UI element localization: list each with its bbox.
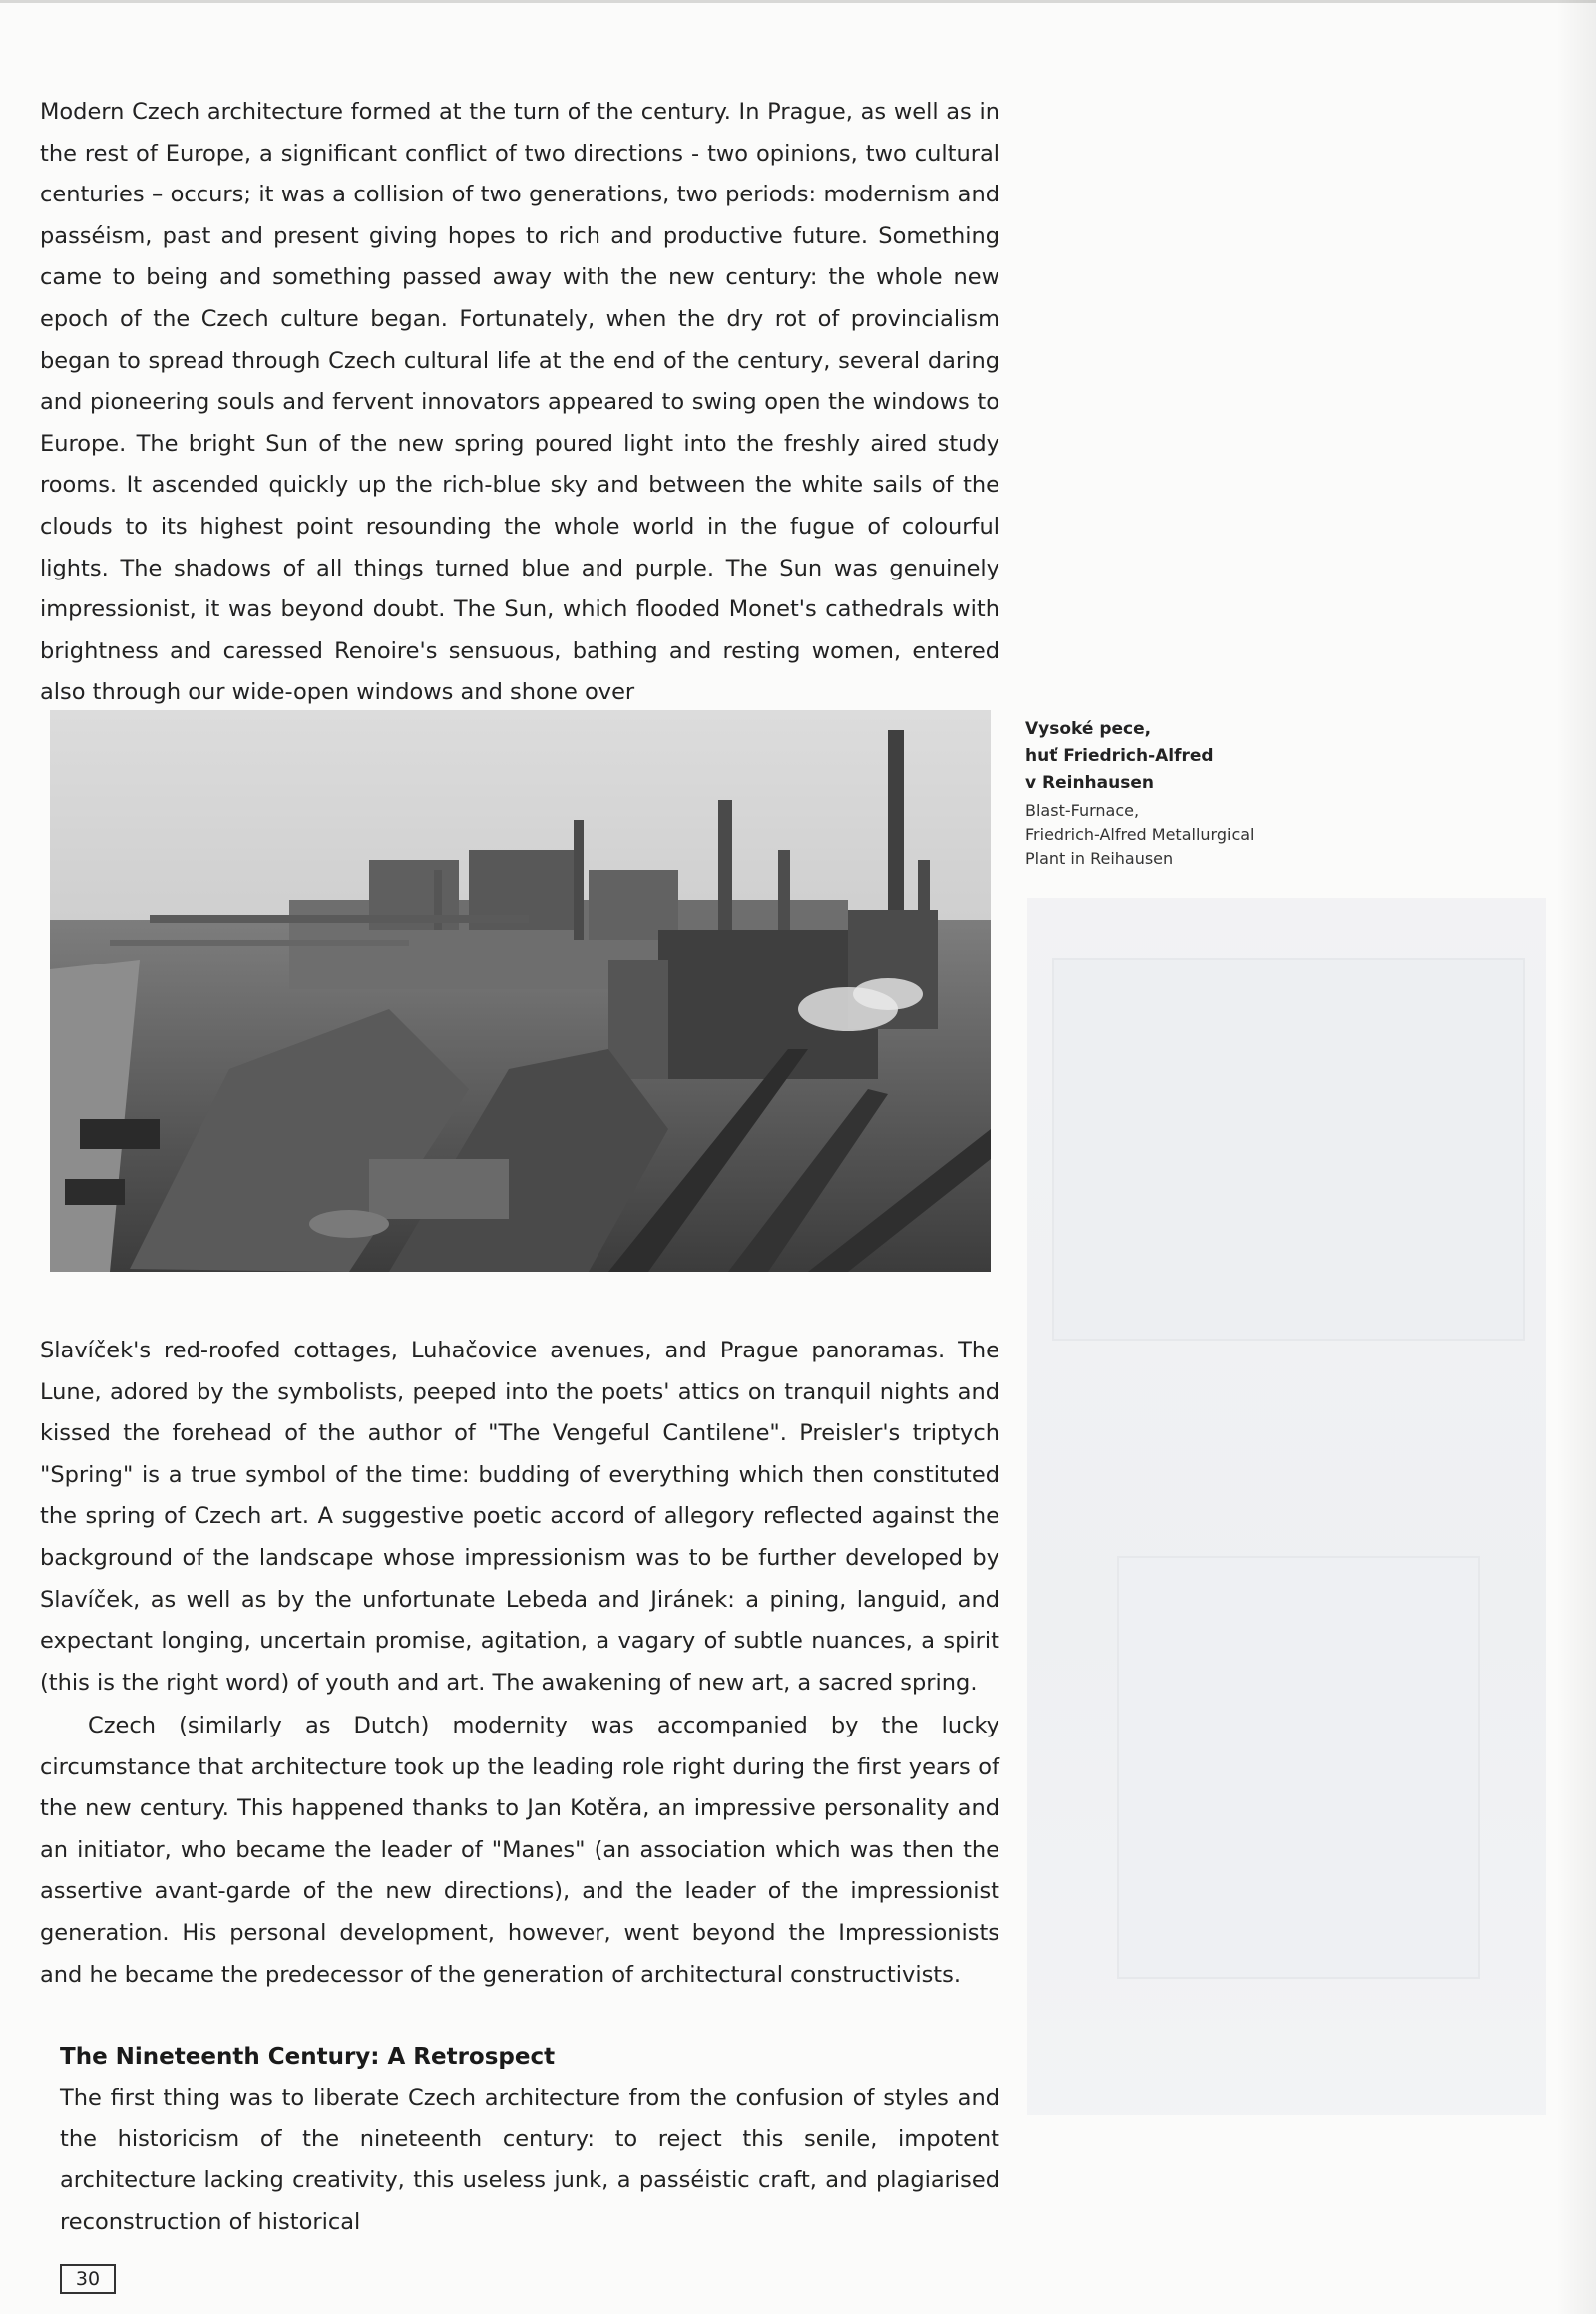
caption-czech-line-1: Vysoké pece, [1025, 719, 1152, 739]
paragraph-impressionism: Slavíček's red-roofed cottages, Luhačovice avenues, and Prague panoramas. The Lune, adored by the symbolists, peeped into the poets' attics on tranquil nights and kissed the forehead of the author of "The Vengeful Cantilene". Preisler's triptych "Spring" is a true symbol of the time: budding of everything which then constituted the spring of Czech art. A suggestive poetic accord of allegory reflected against the background of the landscape whose impressionism was to be further developed by Slavíček, as well as by the unfortunate Lebeda and Jiránek: a pining, languid, and expectant longing, uncertain promise, agitation, a vagary of subtle nuances, a spirit (this is the right word) of youth and art. The awakening of new art, a sacred spring. [40, 1338, 999, 1696]
section-heading: The Nineteenth Century: A Retrospect [60, 2044, 556, 2070]
paragraph-intro: Modern Czech architecture formed at the turn of the century. In Prague, as well as in the rest of Europe, a significant conflict of two directions - two opinions, two cultural centuries – occurs; it was a collision of two generations, two periods: modernism and passéism, past and present giving hopes to rich and productive future. Something came to being and something passed away with the new century: the whole new epoch of the Czech culture began. Fortunately, when the dry rot of provincialism began to spread through Czech cultural life at the end of the century, several daring and pioneering souls and fervent innovators appeared to swing open the windows to Europe. The bright Sun of the new spring poured light into the freshly aired study rooms. It ascended quickly up the rich-blue sky and between the white sails of the clouds to its highest point resounding the whole world in the fugue of colourful lights. The shadows of all things turned blue and purple. The Sun was genuinely impressionist, it was beyond doubt. The Sun, which flooded Monet's cathedrals with brightness and caressed Renoire's sensuous, bathing and resting women, entered also through our wide-open windows and shone over [40, 99, 999, 706]
bleed-through-image-1 [1052, 958, 1525, 1341]
caption-english-line-1: Blast-Furnace, [1025, 801, 1140, 820]
caption-english-line-2: Friedrich-Alfred Metallurgical [1025, 825, 1255, 844]
paragraph-retrospect: The first thing was to liberate Czech architecture from the confusion of styles and the historicism of the nineteenth century: to reject this senile, impotent architecture lacking creativity, this useless junk, a passéistic craft, and plagiarised reconstruction of historical [60, 2085, 999, 2235]
caption-english [1025, 799, 1265, 871]
page-top-edge [0, 0, 1596, 3]
figure-caption [1025, 716, 1265, 871]
page-gutter-shadow [1556, 0, 1596, 2314]
paragraph-modernity: Czech (similarly as Dutch) modernity was accompanied by the lucky circumstance that architecture took up the leading role right during the first years of the new century. This happened thanks to Jan Kotěra, an impressive personality and an initiator, who became the leader of "Manes" (an association which was then the assertive avant-garde of the new directions), and the leader of the impressionist generation. His personal development, however, went beyond the Impressionists and he became the predecessor of the generation of architectural constructivists. [40, 1713, 999, 1988]
caption-czech-line-2: huť Friedrich-Alfred [1025, 746, 1214, 766]
blast-furnace-photo [50, 710, 991, 1272]
bleed-through-image-2 [1117, 1556, 1480, 1979]
page-number: 30 [60, 2264, 116, 2294]
caption-czech-line-3: v Reinhausen [1025, 773, 1154, 793]
caption-english-line-3: Plant in Reihausen [1025, 849, 1174, 868]
